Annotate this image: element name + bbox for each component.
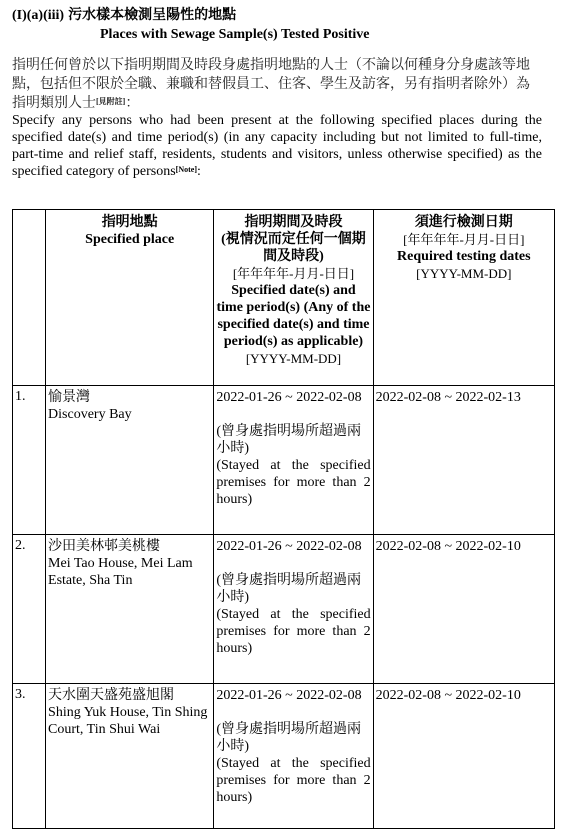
row-number: 2. [13, 535, 46, 684]
period-dates: 2022-01-26 ~ 2022-02-08 [216, 390, 362, 405]
period-note-zh: (曾身處指明場所超過兩小時) [216, 573, 362, 605]
place-name-zh: 沙田美林邨美桃樓 [48, 539, 161, 554]
test-dates: 2022-02-08 ~ 2022-02-10 [375, 539, 521, 554]
period-dates: 2022-01-26 ~ 2022-02-08 [216, 688, 362, 703]
place-name-zh: 天水圍天盛苑盛旭閣 [48, 688, 175, 703]
header-test-dates [373, 210, 554, 386]
header-place-en: Specified place [85, 232, 175, 247]
table-row [13, 535, 555, 684]
header-place [46, 210, 214, 386]
note-link-zh[interactable]: [見附註] [96, 97, 126, 106]
period-dates: 2022-01-26 ~ 2022-02-08 [216, 539, 362, 554]
place-name-en: Discovery Bay [48, 407, 132, 422]
intro-suffix-en: : [197, 164, 201, 179]
section-heading [12, 7, 370, 42]
header-period [214, 210, 373, 386]
period-note-zh: (曾身處指明場所超過兩小時) [216, 424, 362, 456]
note-link-en[interactable]: [Note] [175, 165, 197, 174]
intro-suffix-zh: ： [125, 96, 140, 111]
period-note-en: (Stayed at the specified premises for more than 2 hours) [216, 756, 371, 805]
section-title-en: Places with Sewage Sample(s) Tested Positive [100, 27, 370, 42]
header-place-zh: 指明地點 [101, 215, 158, 230]
section-code: (I)(a)(iii) [12, 8, 65, 23]
header-test-zh: 須進行檢測日期 [414, 215, 513, 230]
header-period-zh: 指明期間及時段 (視情況而定任何一個期間及時段) [221, 215, 366, 264]
place-name-en: Mei Tao House, Mei Lam Estate, Sha Tin [48, 556, 193, 588]
row-place [46, 684, 214, 829]
row-test-dates [373, 684, 554, 829]
header-test-en: Required testing dates [397, 249, 531, 264]
header-period-format-zh: [年年年年-月月-日日] [232, 266, 355, 281]
row-period [214, 684, 373, 829]
header-period-en: Specified date(s) and time period(s) (Any of the specified date(s) and time period(s) as applicable) [216, 283, 371, 349]
row-place [46, 386, 214, 535]
row-test-dates [373, 386, 554, 535]
row-period [214, 386, 373, 535]
period-note-en: (Stayed at the specified premises for more than 2 hours) [216, 458, 371, 507]
test-dates: 2022-02-08 ~ 2022-02-10 [375, 688, 521, 703]
intro-paragraph-zh [12, 56, 538, 113]
row-number: 1. [13, 386, 46, 535]
period-note-zh: (曾身處指明場所超過兩小時) [216, 722, 362, 754]
table-row [13, 386, 555, 535]
row-period [214, 535, 373, 684]
intro-text-en: Specify any persons who had been present at the following specified places during the specified date(s) and time period(s) (in any capacity including but not limited to full-time, part-time and relief staff, residents, students and visitors, unless otherwise specified) as the specified category of persons [12, 113, 542, 179]
header-period-format-en: [YYYY-MM-DD] [245, 351, 342, 366]
section-title-zh: 污水樣本檢測呈陽性的地點 [68, 8, 237, 23]
intro-paragraph-en [12, 112, 542, 180]
period-note-en: (Stayed at the specified premises for more than 2 hours) [216, 607, 371, 656]
place-name-zh: 愉景灣 [48, 390, 91, 405]
header-number [13, 210, 46, 386]
table-row [13, 684, 555, 829]
test-dates: 2022-02-08 ~ 2022-02-13 [375, 390, 521, 405]
row-number: 3. [13, 684, 46, 829]
table-header-row [13, 210, 555, 386]
header-test-format-en: [YYYY-MM-DD] [416, 266, 512, 281]
intro-text-zh: 指明任何曾於以下指明期間及時段身處指明地點的人士（不論以何種身分身處該等地點，包括但不限於全職、兼職和替假員工、住客、學生及訪客，另有指明者除外）為指明類別人士 [12, 58, 530, 111]
places-table [12, 209, 555, 829]
row-place [46, 535, 214, 684]
row-test-dates [373, 535, 554, 684]
header-test-format-zh: [年年年年-月月-日日] [403, 232, 525, 247]
place-name-en: Shing Yuk House, Tin Shing Court, Tin Shui Wai [48, 705, 208, 737]
